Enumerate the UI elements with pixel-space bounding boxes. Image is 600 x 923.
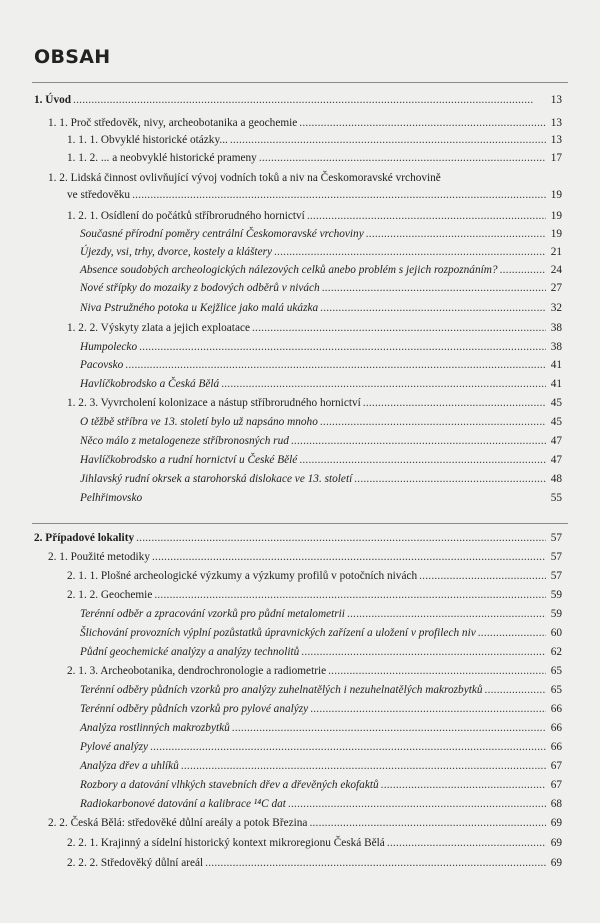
toc-entry-label: 1. 2. 3. Vyvrcholení kolonizace a nástup stříbrorudného hornictví (67, 397, 361, 409)
toc-entry-label: Současné přírodní poměry centrální Českomoravské vrchoviny (80, 228, 364, 240)
toc-entry-label: 1. 1. 1. Obvyklé historické otázky... (67, 134, 228, 146)
toc-entry-page: 13 (550, 94, 562, 106)
toc-entry[interactable] (67, 856, 562, 870)
toc-entry-label: Pacovsko (80, 359, 124, 371)
toc-entry-page: 55 (550, 492, 562, 504)
toc-entry-label: 1. 2. 2. Výskyty zlata a jejich exploatace (67, 322, 250, 334)
toc-entry-page: 69 (550, 817, 562, 829)
toc-entry[interactable] (67, 321, 562, 335)
toc-entry[interactable] (80, 491, 562, 505)
toc-entry-page: 65 (550, 665, 562, 677)
toc-entry-page: 59 (550, 608, 562, 620)
toc-entry-page: 66 (550, 741, 562, 753)
toc-entry[interactable] (80, 415, 562, 429)
toc-entry-label: 1. 1. 2. ... a neobvyklé historické prameny (67, 152, 257, 164)
toc-entry-page: 21 (550, 246, 562, 258)
toc-entry-label: Nové střípky do mozaiky z bodových odběrů v nivách (80, 282, 320, 294)
toc-entry[interactable] (80, 453, 562, 467)
toc-entry[interactable] (80, 263, 562, 277)
toc-entry[interactable] (34, 531, 562, 545)
toc-entry-page: 19 (550, 228, 562, 240)
toc-entry[interactable] (48, 116, 562, 130)
toc-entry-label: Rozbory a datování vlhkých stavebních dřev a dřevěných ekofaktů (80, 779, 379, 791)
toc-entry[interactable] (48, 550, 562, 564)
toc-entry[interactable] (80, 778, 562, 792)
toc-entry-page: 69 (550, 857, 562, 869)
toc-entry[interactable] (80, 607, 562, 621)
toc-entry-page: 60 (550, 627, 562, 639)
toc-entry-page: 13 (550, 134, 562, 146)
toc-entry-label: Absence soudobých archeologických nálezových celků anebo problém s jejich rozpoznáním? (80, 264, 498, 276)
toc-entry[interactable] (80, 626, 562, 640)
toc-entry-label: Analýza rostlinných makrozbytků (80, 722, 230, 734)
toc-entry-label: 2. 1. 3. Archeobotanika, dendrochronologie a radiometrie (67, 665, 327, 677)
toc-entry-page: 32 (550, 302, 562, 314)
page-title: OBSAH (34, 46, 111, 68)
toc-entry-label: Jihlavský rudní okrsek a starohorská dislokace ve 13. století (80, 473, 353, 485)
toc-entry-label-continued: ve středověku (67, 189, 131, 201)
toc-entry-page: 57 (550, 532, 562, 544)
toc-entry-page: 69 (550, 837, 562, 849)
toc-entry-label: Analýza dřev a uhlíků (80, 760, 179, 772)
toc-entry-page: 47 (550, 435, 562, 447)
toc-entry-page: 19 (550, 210, 562, 222)
toc-entry[interactable] (80, 301, 562, 315)
toc-entry-label: 2. 2. 2. Středověký důlní areál (67, 857, 204, 869)
toc-entry-label: Havlíčkobrodsko a Česká Bělá (80, 378, 220, 390)
toc-entry[interactable] (80, 759, 562, 773)
toc-entry-page: 67 (550, 760, 562, 772)
toc-entry-label: Terénní odběr a zpracování vzorků pro půdní metalometrii (80, 608, 345, 620)
toc-entry-label: Něco málo z metalogeneze stříbronosných rud (80, 435, 289, 447)
toc-entry-page: 41 (550, 378, 562, 390)
toc-entry-label: Pelhřimovsko (80, 492, 143, 504)
toc-entry-page: 48 (550, 473, 562, 485)
toc-entry-page: 45 (550, 416, 562, 428)
toc-entry[interactable] (67, 836, 562, 850)
toc-entry-label[interactable]: 1. 2. Lidská činnost ovlivňující vývoj vodních toků a niv na Českomoravské vrchovině (48, 172, 441, 184)
toc-entry-label: 2. 1. Použité metodiky (48, 551, 150, 563)
toc-entry[interactable] (80, 683, 562, 697)
toc-entry-label: Újezdy, vsi, trhy, dvorce, kostely a kláštery (80, 246, 272, 258)
toc-entry-page: 17 (550, 152, 562, 164)
toc-entry[interactable] (67, 188, 562, 202)
toc-entry[interactable] (80, 797, 562, 811)
toc-entry[interactable] (48, 816, 562, 830)
toc-entry[interactable] (80, 721, 562, 735)
toc-entry-label: 2. 2. Česká Bělá: středověké důlní areály a potok Březina (48, 817, 308, 829)
toc-entry-label: 2. Případové lokality (34, 532, 135, 544)
toc-entry-label: Niva Pstružného potoka u Kejžlice jako malá ukázka (80, 302, 319, 314)
toc-entry[interactable] (67, 588, 562, 602)
toc-entry-page: 66 (550, 703, 562, 715)
toc-entry[interactable] (80, 740, 562, 754)
toc-entry-page: 38 (550, 341, 562, 353)
toc-entry-label: Pylové analýzy (80, 741, 149, 753)
toc-entry-page: 27 (550, 282, 562, 294)
toc-entry-label: 2. 1. 1. Plošné archeologické výzkumy a výzkumy profilů v potočních nivách (67, 570, 418, 582)
toc-entry-label: Šlichování provozních výplní pozůstatků úpravnických zařízení a uložení v profilech niv (80, 627, 476, 639)
toc-entry-page: 47 (550, 454, 562, 466)
toc-entry[interactable] (67, 133, 562, 147)
toc-entry-page: 67 (550, 779, 562, 791)
toc-entry[interactable] (80, 227, 562, 241)
toc-entry-label: 2. 1. 2. Geochemie (67, 589, 153, 601)
toc-entry-page: 19 (550, 189, 562, 201)
toc-entry-label: Půdní geochemické analýzy a analýzy technolitů (80, 646, 300, 658)
toc-entry-page: 45 (550, 397, 562, 409)
toc-entry[interactable] (67, 151, 562, 165)
toc-entry-label: Humpolecko (80, 341, 138, 353)
toc-entry[interactable] (80, 645, 562, 659)
toc-entry[interactable] (67, 209, 562, 223)
toc-entry[interactable] (80, 702, 562, 716)
toc-entry-label: 2. 2. 1. Krajinný a sídelní historický kontext mikroregionu Česká Bělá (67, 837, 385, 849)
toc-entry-page: 57 (550, 570, 562, 582)
toc-entry-page: 13 (550, 117, 562, 129)
toc-entry-label: Terénní odběry půdních vzorků pro analýzy zuhelnatělých i nezuhelnatělých makrozbytků (80, 684, 483, 696)
toc-entry[interactable] (80, 281, 562, 295)
toc-entry[interactable] (67, 396, 562, 410)
toc-entry-page: 57 (550, 551, 562, 563)
toc-entry-page: 65 (550, 684, 562, 696)
toc-entry-page: 38 (550, 322, 562, 334)
toc-entry-page: 24 (550, 264, 562, 276)
toc-entry[interactable] (80, 340, 562, 354)
toc-entry[interactable] (67, 664, 562, 678)
toc-entry-label: 1. Úvod (34, 94, 72, 106)
toc-entry[interactable] (80, 472, 562, 486)
toc-entry[interactable] (80, 245, 562, 259)
toc-entry-page: 62 (550, 646, 562, 658)
toc-entry-page: 41 (550, 359, 562, 371)
toc-entry[interactable] (80, 358, 562, 372)
toc-entry-page: 66 (550, 722, 562, 734)
toc-entry-label: 1. 2. 1. Osídlení do počátků stříbrorudného hornictví (67, 210, 305, 222)
toc-entry-label: O těžbě stříbra ve 13. století bylo už napsáno mnoho (80, 416, 318, 428)
toc-entry-label: Terénní odběry půdních vzorků pro pylové analýzy (80, 703, 309, 715)
toc-entry-page: 68 (550, 798, 562, 810)
toc-entry-label: Havlíčkobrodsko a rudní hornictví u České Bělé (80, 454, 298, 466)
toc-entry[interactable] (67, 569, 562, 583)
toc-entry-label: Radiokarbonové datování a kalibrace ¹⁴C dat (80, 798, 286, 810)
toc-entry-page: 59 (550, 589, 562, 601)
toc-entry-label: 1. 1. Proč středověk, nivy, archeobotanika a geochemie (48, 117, 298, 129)
toc-entry[interactable] (34, 93, 562, 107)
toc-entry[interactable] (80, 434, 562, 448)
toc-entry[interactable] (80, 377, 562, 391)
